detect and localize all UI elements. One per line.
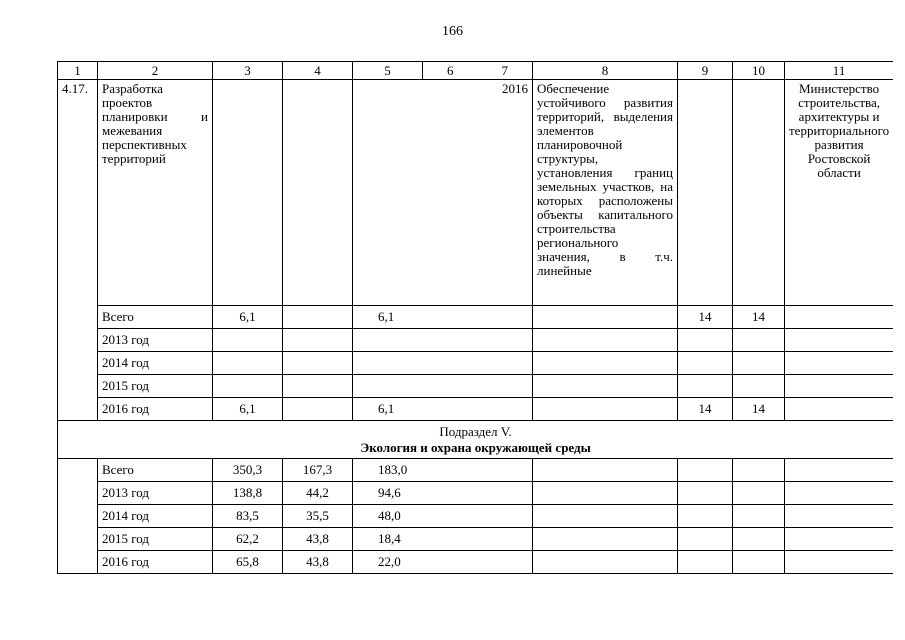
program-table — [57, 61, 893, 574]
cell-c4 — [283, 329, 353, 352]
row-label: 2016 год — [98, 398, 213, 421]
row-label: 2016 год — [98, 551, 213, 574]
cell-c9 — [678, 375, 733, 398]
item-year-row — [58, 375, 894, 398]
row-label: 2015 год — [98, 375, 213, 398]
cell-c4: 43,8 — [283, 528, 353, 551]
cell-c9: 14 — [678, 306, 733, 329]
cell-c10 — [733, 482, 785, 505]
cell-c4 — [283, 398, 353, 421]
cell-c5 — [353, 459, 533, 482]
item-responsible: Министерство строительства, архитектуры и территориального развития Ростовской области — [785, 80, 894, 306]
col-header: 8 — [533, 62, 678, 80]
col-header: 5 — [353, 62, 423, 80]
subsection-year-row — [58, 505, 894, 528]
cell-c11 — [785, 329, 894, 352]
cell-c3: 6,1 — [213, 306, 283, 329]
cell-c3: 350,3 — [213, 459, 283, 482]
cell-c11 — [785, 352, 894, 375]
cell-c10 — [733, 375, 785, 398]
item-c5 — [353, 80, 423, 306]
cell-c8 — [533, 528, 678, 551]
col-header: 1 — [58, 62, 98, 80]
cell-c9 — [678, 459, 733, 482]
col-header: 10 — [733, 62, 785, 80]
cell-c9 — [678, 329, 733, 352]
cell-c8 — [533, 375, 678, 398]
cell-c5-value: 94,6 — [378, 485, 401, 500]
cell-c3: 83,5 — [213, 505, 283, 528]
cell-c4: 43,8 — [283, 551, 353, 574]
page-number: 166 — [442, 24, 463, 39]
cell-c8 — [533, 505, 678, 528]
item-result: Обеспечение устойчивого развития территорий, выделения элементов планировочной структуры, установления границ земельных участков, на которых расположены объекты капитального строительства регионального значения, в т.ч. линейные — [533, 80, 678, 306]
row-label: 2014 год — [98, 352, 213, 375]
cell-c5-value: 6,1 — [378, 401, 395, 416]
row-label: Всего — [98, 459, 213, 482]
item-c9 — [678, 80, 733, 306]
cell-c3: 138,8 — [213, 482, 283, 505]
subsection-label: Подраздел V. — [439, 424, 512, 439]
cell-c4: 167,3 — [283, 459, 353, 482]
item-name: Разработка проектов планировки и межевания перспективных территорий — [98, 80, 213, 306]
item-c6 — [423, 80, 478, 306]
subsection-year-row — [58, 482, 894, 505]
cell-c3 — [213, 352, 283, 375]
col-header: 6 — [423, 62, 478, 80]
col-header: 9 — [678, 62, 733, 80]
row-label: 2013 год — [98, 329, 213, 352]
column-number-row — [58, 62, 894, 80]
row-label: 2014 год — [98, 505, 213, 528]
cell-c5 — [353, 528, 533, 551]
cell-c9 — [678, 528, 733, 551]
item-year-row — [58, 398, 894, 421]
cell-c5 — [353, 551, 533, 574]
col-header: 3 — [213, 62, 283, 80]
col-header: 11 — [785, 62, 894, 80]
subsection-heading — [58, 421, 894, 459]
cell-c5 — [353, 329, 533, 352]
cell-c5 — [353, 352, 533, 375]
cell-c3: 62,2 — [213, 528, 283, 551]
item-year: 2016 — [478, 80, 533, 306]
cell-c8 — [533, 551, 678, 574]
cell-c11 — [785, 482, 894, 505]
cell-c5-value: 183,0 — [378, 462, 408, 477]
cell-c9 — [678, 551, 733, 574]
row-label: 2013 год — [98, 482, 213, 505]
cell-c9 — [678, 352, 733, 375]
cell-c5 — [353, 398, 533, 421]
cell-c4 — [283, 306, 353, 329]
subsection-title-text: Экология и охрана окружающей среды — [360, 440, 591, 455]
cell-c8 — [533, 306, 678, 329]
cell-c8 — [533, 352, 678, 375]
cell-c8 — [533, 329, 678, 352]
cell-c5-value: 6,1 — [378, 309, 395, 324]
cell-c3 — [213, 329, 283, 352]
cell-c3: 65,8 — [213, 551, 283, 574]
cell-c4: 35,5 — [283, 505, 353, 528]
col-header: 4 — [283, 62, 353, 80]
cell-c11 — [785, 505, 894, 528]
cell-c5 — [353, 482, 533, 505]
subsection-heading-row — [58, 421, 894, 459]
item-row — [58, 80, 894, 306]
cell-c8 — [533, 459, 678, 482]
item-c10 — [733, 80, 785, 306]
cell-c4: 44,2 — [283, 482, 353, 505]
col-header: 2 — [98, 62, 213, 80]
cell-c5 — [353, 306, 533, 329]
row-label: 2015 год — [98, 528, 213, 551]
col-header: 7 — [478, 62, 533, 80]
cell-c11 — [785, 398, 894, 421]
cell-c4 — [283, 375, 353, 398]
item-year-row — [58, 352, 894, 375]
cell-c10 — [733, 551, 785, 574]
subsection-title — [62, 440, 889, 456]
cell-c9 — [678, 505, 733, 528]
cell-c10 — [733, 505, 785, 528]
cell-c5-value: 18,4 — [378, 531, 401, 546]
cell-c9: 14 — [678, 398, 733, 421]
cell-c5-value: 22,0 — [378, 554, 401, 569]
cell-c10 — [733, 352, 785, 375]
cell-c3: 6,1 — [213, 398, 283, 421]
subsection-year-row — [58, 551, 894, 574]
cell-c10 — [733, 528, 785, 551]
cell-c5-value: 48,0 — [378, 508, 401, 523]
cell-c3 — [213, 375, 283, 398]
cell-c10: 14 — [733, 398, 785, 421]
cell-c8 — [533, 482, 678, 505]
subsection-total-row — [58, 459, 894, 482]
item-number: 4.17. — [58, 80, 98, 421]
item-c3 — [213, 80, 283, 306]
subsection-number-cell — [58, 459, 98, 574]
cell-c11 — [785, 459, 894, 482]
cell-c11 — [785, 551, 894, 574]
item-year-row — [58, 329, 894, 352]
cell-c10 — [733, 329, 785, 352]
cell-c10 — [733, 459, 785, 482]
item-c4 — [283, 80, 353, 306]
cell-c11 — [785, 528, 894, 551]
cell-c9 — [678, 482, 733, 505]
cell-c11 — [785, 375, 894, 398]
cell-c4 — [283, 352, 353, 375]
cell-c5 — [353, 375, 533, 398]
row-label: Всего — [98, 306, 213, 329]
cell-c11 — [785, 306, 894, 329]
subsection-year-row — [58, 528, 894, 551]
cell-c5 — [353, 505, 533, 528]
item-total-row — [58, 306, 894, 329]
cell-c10: 14 — [733, 306, 785, 329]
cell-c8 — [533, 398, 678, 421]
